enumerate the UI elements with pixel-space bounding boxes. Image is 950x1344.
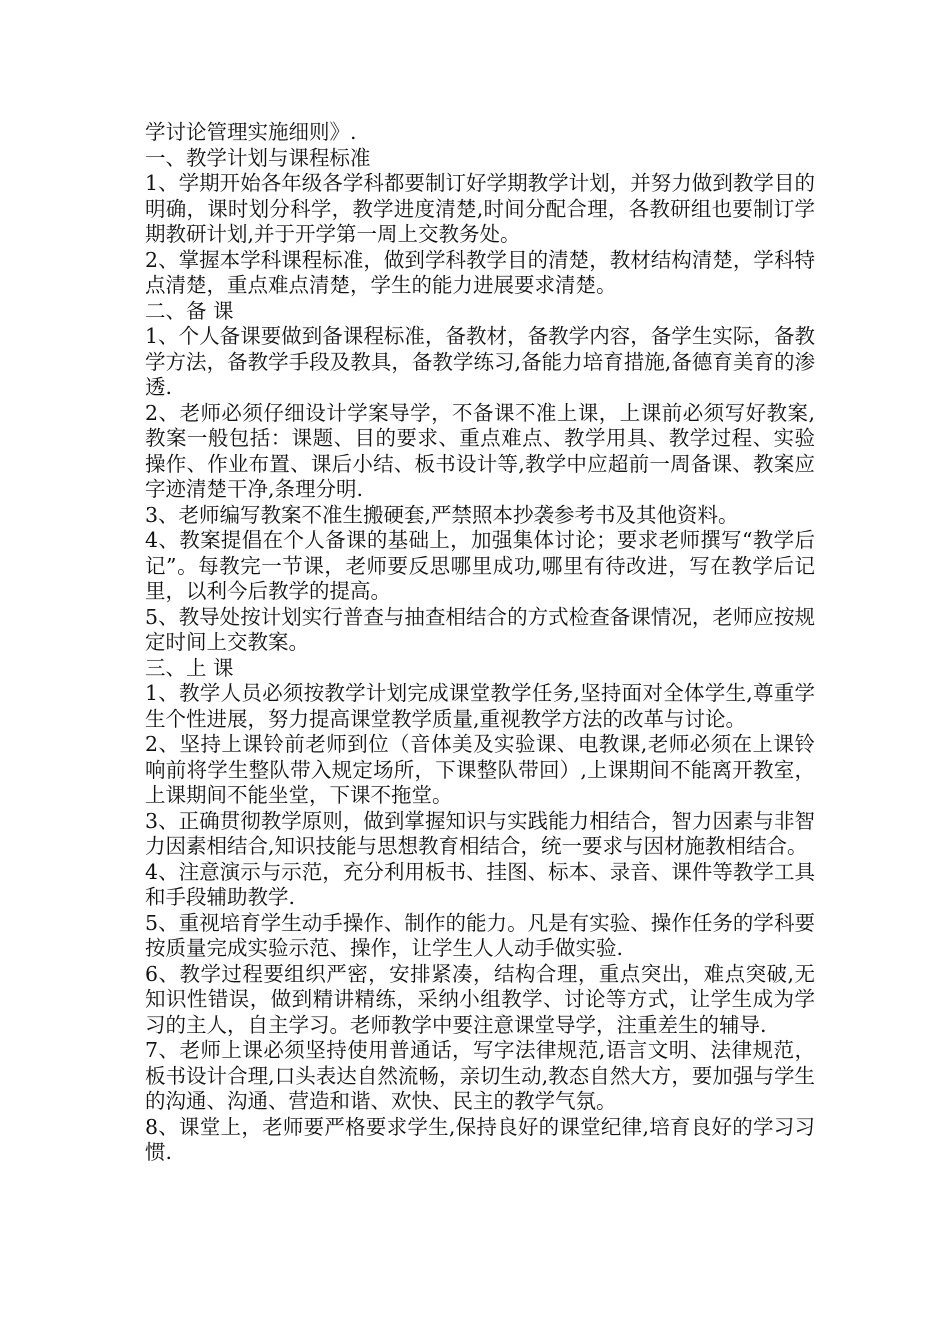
section-heading-lesson-prep: 二、备 课 bbox=[145, 298, 234, 323]
paragraph: 5、重视培育学生动手操作、制作的能力。凡是有实验、操作任务的学科要按质量完成实验示范、操作，让学生人人动手做实验. bbox=[145, 910, 815, 960]
paragraph: 1、个人备课要做到备课程标准，备教材，备教学内容，备学生实际，备教学方法，备教学手段及教具，备教学练习,备能力培育措施,备德育美育的渗透. bbox=[145, 324, 815, 399]
section-heading-teaching-plan: 一、教学计划与课程标准 bbox=[145, 145, 371, 170]
paragraph: 1、学期开始各年级各学科都要制订好学期教学计划，并努力做到教学目的明确，课时划分科学，教学进度清楚,时间分配合理，各教研组也要制订学期教研计划,并于开学第一周上交教务处。 bbox=[145, 171, 815, 246]
paragraph: 1、教学人员必须按教学计划完成课堂教学任务,坚持面对全体学生,尊重学生个性进展，努力提高课堂教学质量,重视教学方法的改革与讨论。 bbox=[145, 681, 815, 731]
paragraph: 2、坚持上课铃前老师到位（音体美及实验课、电教课,老师必须在上课铃响前将学生整队带入规定场所，下课整队带回）,上课期间不能离开教室，上课期间不能坐堂，下课不拖堂。 bbox=[145, 732, 815, 807]
paragraph: 4、教案提倡在个人备课的基础上，加强集体讨论；要求老师撰写“教学后记”。每教完一节课，老师要反思哪里成功,哪里有待改进，写在教学后记里，以利今后教学的提高。 bbox=[145, 528, 815, 603]
paragraph: 4、注意演示与示范，充分利用板书、挂图、标本、录音、课件等教学工具和手段辅助教学. bbox=[145, 859, 815, 909]
section-heading-classes: 三、上 课 bbox=[145, 655, 234, 680]
document-body bbox=[145, 120, 815, 1166]
paragraph: 2、老师必须仔细设计学案导学，不备课不准上课，上课前必须写好教案,教案一般包括：课题、目的要求、重点难点、教学用具、教学过程、实验操作、作业布置、课后小结、板书设计等,教学中应超前一周备课、教案应字迹清楚干净,条理分明. bbox=[145, 400, 815, 501]
paragraph: 2、掌握本学科课程标准，做到学科教学目的清楚，教材结构清楚，学科特点清楚，重点难点清楚，学生的能力进展要求清楚。 bbox=[145, 247, 815, 297]
paragraph: 5、教导处按计划实行普查与抽查相结合的方式检查备课情况，老师应按规定时间上交教案。 bbox=[145, 604, 815, 654]
paragraph: 3、正确贯彻教学原则，做到掌握知识与实践能力相结合，智力因素与非智力因素相结合,知识技能与思想教育相结合，统一要求与因材施教相结合。 bbox=[145, 808, 815, 858]
paragraph: 7、老师上课必须坚持使用普通话，写字法律规范,语言文明、法律规范，板书设计合理,口头表达自然流畅，亲切生动,教态自然大方，要加强与学生的沟通、沟通、营造和谐、欢快、民主的教学气氛。 bbox=[145, 1038, 815, 1113]
paragraph-intro-tail: 学讨论管理实施细则》. bbox=[145, 120, 357, 144]
paragraph: 8、课堂上，老师要严格要求学生,保持良好的课堂纪律,培育良好的学习习惯. bbox=[145, 1114, 815, 1164]
paragraph: 3、老师编写教案不准生搬硬套,严禁照本抄袭参考书及其他资料。 bbox=[145, 502, 739, 527]
paragraph: 6、教学过程要组织严密，安排紧凑，结构合理，重点突出，难点突破,无知识性错误，做到精讲精练，采纳小组教学、讨论等方式，让学生成为学习的主人，自主学习。老师教学中要注意课堂导学，注重差生的辅导. bbox=[145, 961, 815, 1037]
